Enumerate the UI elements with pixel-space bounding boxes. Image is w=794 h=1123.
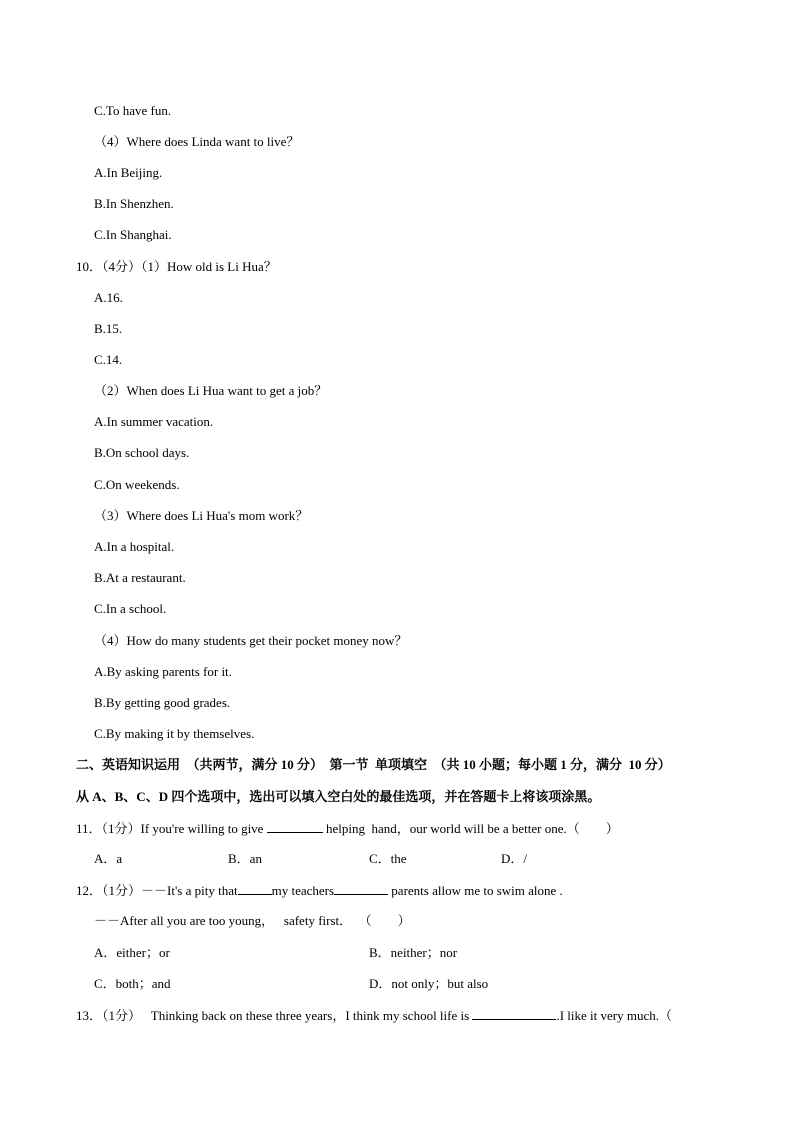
- answer-blank: [267, 820, 323, 833]
- answer-blank: [238, 882, 272, 895]
- option-b: B.On school days.: [94, 445, 190, 460]
- question-13: [76, 1007, 672, 1024]
- option-c: C.In Shanghai.: [94, 227, 172, 242]
- option-b: B．neither；nor: [369, 945, 458, 960]
- question-12-text-c: parents allow me to swim alone .: [388, 883, 563, 898]
- question-11: [76, 820, 619, 837]
- sub-question: （2）When does Li Hua want to get a job？: [94, 383, 328, 398]
- option-c: C.To have fun.: [94, 103, 172, 118]
- section-heading: 二、英语知识运用 （共两节，满分 10 分） 第一节 单项填空 （共 10 小题；每小题 1 分，满分 10 分）: [76, 757, 671, 772]
- question-12-line2: －－After all you are too young， safety first． （ ）: [94, 913, 411, 928]
- question-13-text-b: .I like it very much.（: [556, 1008, 672, 1023]
- option-c: C．both；and: [94, 976, 171, 991]
- question-13-text-a: 13．（1分） Thinking back on these three years，I think my school life is: [76, 1008, 473, 1023]
- option-a: A．a: [94, 851, 123, 866]
- question-12-text-a: 12．（1分）－－It's a pity that: [76, 883, 238, 898]
- sub-question: （4）Where does Linda want to live？: [94, 134, 300, 149]
- option-c: C.14.: [94, 352, 123, 367]
- option-b: B．an: [228, 851, 262, 866]
- option-a: A．either；or: [94, 945, 170, 960]
- option-a: A.In a hospital.: [94, 539, 175, 554]
- question-12: [76, 882, 563, 899]
- option-b: B.At a restaurant.: [94, 570, 186, 585]
- option-a: A.In summer vacation.: [94, 414, 214, 429]
- option-c: C.On weekends.: [94, 477, 180, 492]
- question-11-text-b: helping hand，our world will be a better one.（ ）: [322, 821, 619, 836]
- question-11-text-a: 11．（1分）If you're willing to give: [76, 821, 267, 836]
- option-b: B.By getting good grades.: [94, 695, 231, 710]
- question-12-text-b: my teachers: [271, 883, 335, 898]
- answer-blank: [472, 1007, 556, 1020]
- option-b: B.In Shenzhen.: [94, 196, 174, 211]
- option-a: A.16.: [94, 290, 123, 305]
- option-c: C.In a school.: [94, 601, 167, 616]
- option-d: D．/: [501, 851, 528, 866]
- section-instructions: 从 A、B、C、D 四个选项中，选出可以填入空白处的最佳选项，并在答题卡上将该项涂黑。: [76, 789, 601, 804]
- answer-blank: [334, 882, 388, 895]
- option-d: D．not only；but also: [369, 976, 489, 991]
- option-a: A.In Beijing.: [94, 165, 163, 180]
- option-b: B.15.: [94, 321, 123, 336]
- question-10: 10．（4分）（1）How old is Li Hua？: [76, 259, 277, 274]
- option-a: A.By asking parents for it.: [94, 664, 232, 679]
- option-c: C.By making it by themselves.: [94, 726, 255, 741]
- option-c: C．the: [369, 851, 407, 866]
- sub-question: （3）Where does Li Hua's mom work？: [94, 508, 309, 523]
- sub-question: （4）How do many students get their pocket money now？: [94, 633, 408, 648]
